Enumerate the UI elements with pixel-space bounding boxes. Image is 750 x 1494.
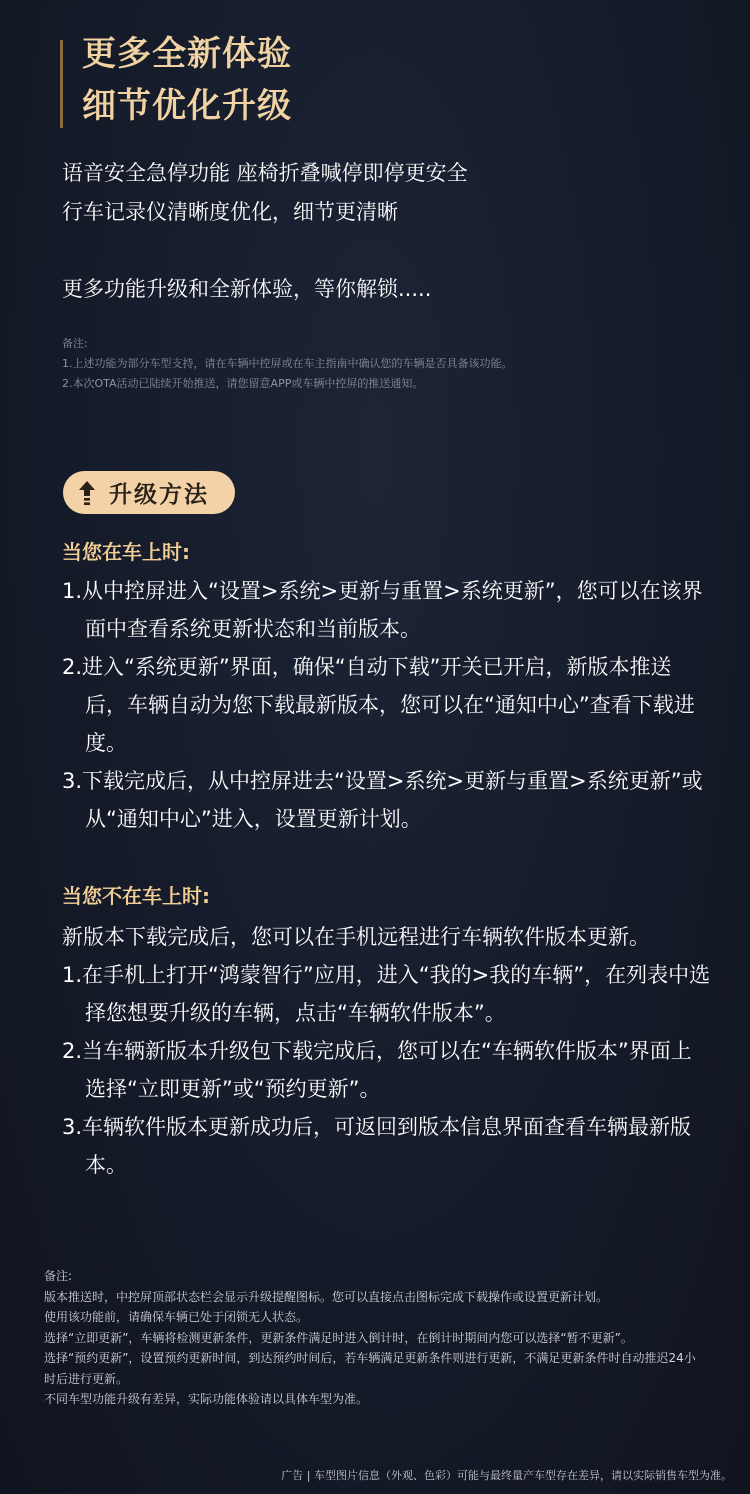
- headline-line-2: 细节优化升级: [82, 86, 292, 126]
- note-title: 备注:: [62, 337, 88, 350]
- not-in-car-step-3: 3.车辆软件版本更新成功后，可返回到版本信息界面查看车辆最新版本。: [62, 1115, 692, 1177]
- bottom-note-item: 使用该功能前，请确保车辆已处于闭锁无人状态。: [44, 1310, 309, 1324]
- not-in-car-title: 当您不在车上时:: [62, 884, 210, 908]
- ad-disclaimer: 广告 | 车型图片信息（外观、色彩）可能与最终量产车型存在差异，请以实际销售车型为准。: [281, 1469, 732, 1482]
- intro-line-3: 更多功能升级和全新体验，等你解锁.....: [62, 277, 432, 301]
- note-item: 2.本次OTA活动已陆续开始推送，请您留意APP或车辆中控屏的推送通知。: [62, 377, 424, 390]
- headline-accent-bar: [60, 40, 63, 128]
- bottom-notes: [44, 1266, 704, 1410]
- not-in-car-step-1: 1.在手机上打开“鸿蒙智行”应用，进入“我的>我的车辆”，在列表中选择您想要升级的车辆，点击“车辆软件版本”。: [62, 963, 711, 1025]
- in-car-steps: [62, 572, 712, 838]
- note-item: 1.上述功能为部分车型支持，请在车辆中控屏或在车主指南中确认您的车辆是否具备该功能。: [62, 357, 513, 370]
- bottom-note-item: 版本推送时，中控屏顶部状态栏会显示升级提醒图标。您可以直接点击图标完成下载操作或设置更新计划。: [44, 1289, 609, 1304]
- in-car-title: 当您在车上时:: [62, 540, 190, 564]
- in-car-step-3: 3.下载完成后，从中控屏进去“设置>系统>更新与重置>系统更新”或从“通知中心”进入，设置更新计划。: [62, 769, 703, 831]
- bottom-note-item: 选择“立即更新”，车辆将检测更新条件，更新条件满足时进入倒计时，在倒计时期间内您可以选择“暂不更新”。: [44, 1330, 633, 1345]
- upgrade-method-badge: [63, 471, 235, 514]
- bottom-note-item: 不同车型功能升级有差异，实际功能体验请以具体车型为准。: [44, 1392, 369, 1406]
- not-in-car-step-2: 2.当车辆新版本升级包下载完成后，您可以在“车辆软件版本”界面上选择“立即更新”或“预约更新”。: [62, 1039, 692, 1101]
- bottom-note-item: 选择“预约更新”，设置预约更新时间，到达预约时间后，若车辆满足更新条件则进行更新，不满足更新条件时自动推迟24小时后进行更新。: [44, 1351, 696, 1386]
- upgrade-method-label: 升级方法: [109, 482, 209, 508]
- bottom-note-title: 备注:: [44, 1269, 73, 1283]
- intro-line-2: 行车记录仪清晰度优化，细节更清晰: [62, 200, 398, 224]
- intro-line-1: 语音安全急停功能 座椅折叠喊停即停更安全: [62, 161, 468, 185]
- upgrade-arrow-icon: [77, 480, 97, 506]
- in-car-step-2: 2.进入“系统更新”界面，确保“自动下载”开关已开启，新版本推送后，车辆自动为您下载最新版本，您可以在“通知中心”查看下载进度。: [62, 655, 695, 755]
- not-in-car-intro: 新版本下载完成后，您可以在手机远程进行车辆软件版本更新。: [62, 925, 650, 949]
- in-car-step-1: 1.从中控屏进入“设置>系统>更新与重置>系统更新”，您可以在该界面中查看系统更新状态和当前版本。: [62, 579, 703, 641]
- headline-line-1: 更多全新体验: [82, 34, 292, 74]
- not-in-car-steps: [62, 956, 712, 1184]
